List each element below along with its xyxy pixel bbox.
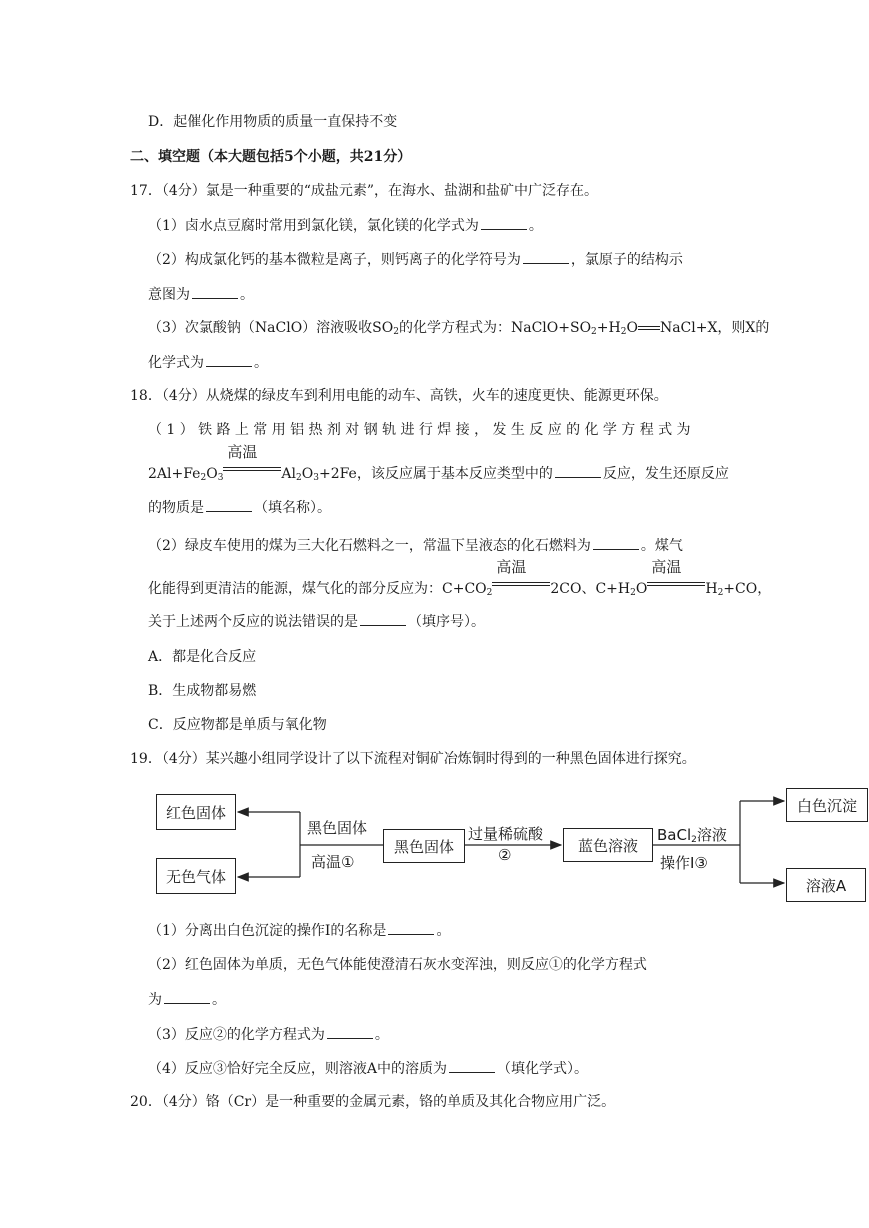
text: 溶液 [696,826,727,844]
text: 。 [240,287,254,303]
text: +CO， [723,581,772,597]
reactant-label: 黑色固体 [307,819,368,837]
text: +2Fe，该反应属于基本反应类型中的 [318,466,553,482]
text: （4）反应③恰好完全反应，则溶液A中的溶质为 [148,1061,448,1077]
text: 。 [528,218,543,234]
text: 。煤气 [640,538,683,554]
q18-stem: 18．（4分）从烧煤的绿皮车到利用电能的动车、高铁，火车的速度更快、能源更环保。 [130,388,668,404]
red-solid-box: 红色固体 [156,794,236,830]
text: （填序号）。 [408,614,485,630]
blue-solution-box: 蓝色溶液 [563,828,653,862]
q19-part3 [148,1024,389,1045]
section-heading: 二、填空题（本大题包括5个小题，共21分） [130,149,412,165]
solution-a-box: 溶液A [786,868,866,902]
colorless-gas-box: 无色气体 [156,858,236,894]
q19-part2: （2）红色固体为单质，无色气体能使澄清石灰水变浑浊，则反应①的化学方程式 [148,957,647,973]
condition-label: 高温 [651,558,682,576]
text: O [301,466,314,482]
q20-stem: 20．（4分）铬（Cr）是一种重要的金属元素，铬的单质及其化合物应用广泛。 [130,1094,616,1110]
q18-part1: （1）铁路上常用铝热剂对钢轨进行焊接，发生反应的化学方程式为 [148,422,695,438]
text: （3）反应②的化学方程式为 [148,1027,325,1043]
q17-stem: 17．（4分）氯是一种重要的“成盐元素”，在海水、盐湖和盐矿中广泛存在。 [130,183,599,199]
text: 的化学方程式为：NaClO+SO [398,320,592,336]
reagent-bacl2 [657,824,727,845]
text: 的物质是 [148,500,204,516]
reagent-acid: 过量稀硫酸 [468,825,544,843]
text: NaCl+X，则X的 [659,320,770,336]
text: 化学式为 [148,355,204,371]
text: 关于上述两个反应的说法错误的是 [148,614,358,630]
q19-part1 [148,920,450,941]
q19-stem: 19．（4分）某兴趣小组同学设计了以下流程对铜矿冶炼铜时得到的一种黑色固体进行探究。 [130,751,696,767]
subscript: 3 [313,473,319,483]
subscript: 2 [591,327,597,337]
q18-option-b: B．生成物都易燃 [148,683,257,699]
text: 反应，发生还原反应 [602,466,729,482]
black-solid-box: 黑色固体 [383,829,465,863]
text: BaCl [657,826,692,844]
text: （填名称）。 [254,500,331,516]
condition-high-temp: 高温① [311,853,355,871]
text: 。 [254,355,268,371]
q19-part2-cont [148,989,226,1010]
text: O [206,466,218,482]
text: Al [281,466,297,482]
text: ，氯原子的结构示 [570,252,683,268]
text: （1）分离出白色沉淀的操作Ⅰ的名称是 [148,923,387,939]
text: （1）卤水点豆腐时常用到氯化镁，氯化镁的化学式为 [148,218,479,234]
text: 为 [148,992,162,1008]
text: H [705,581,718,597]
text: 意图为 [148,287,190,303]
text: O [635,581,648,597]
answer-blank[interactable] [388,920,434,935]
subscript: 2 [620,327,627,337]
answer-blank[interactable] [327,1024,373,1039]
answer-blank[interactable] [449,1058,495,1073]
subscript: 2 [486,588,493,598]
text: +H [596,320,621,336]
option-d: D．起催化作用物质的质量一直保持不变 [148,114,398,130]
answer-blank[interactable] [164,989,210,1004]
q18-option-c: C．反应物都是单质与氧化物 [148,717,327,733]
white-precipitate-box: 白色沉淀 [786,788,868,822]
text: 。 [436,923,451,939]
condition-label: 高温 [496,558,527,576]
text: （3）次氯酸钠（NaClO）溶液吸收SO [148,320,394,336]
q18-option-a: A．都是化合反应 [148,649,257,665]
condition-label: 高温 [227,443,258,461]
text: 2Al+Fe [148,466,201,482]
subscript: 2 [296,473,302,483]
text: 。 [374,1027,389,1043]
text: （填化学式）。 [497,1061,589,1077]
subscript: 3 [217,473,224,483]
subscript: 2 [200,473,207,483]
subscript: 2 [630,588,636,598]
subscript: 2 [691,835,697,845]
text: 。 [212,992,226,1008]
text: 2CO、C+H [550,581,631,597]
operation-label: 操作Ⅰ③ [660,854,708,872]
subscript: 2 [393,327,399,337]
q19-part4 [148,1058,588,1079]
text: 化能得到更清洁的能源，煤气化的部分反应为：C+CO [148,581,487,597]
step-2-label: ② [498,846,512,864]
text: （2）绿皮车使用的煤为三大化石燃料之一，常温下呈液态的化石燃料为 [148,538,591,554]
text: O [626,320,638,336]
text: （2）构成氯化钙的基本微粒是离子，则钙离子的化学符号为 [148,252,521,268]
subscript: 2 [717,588,724,598]
